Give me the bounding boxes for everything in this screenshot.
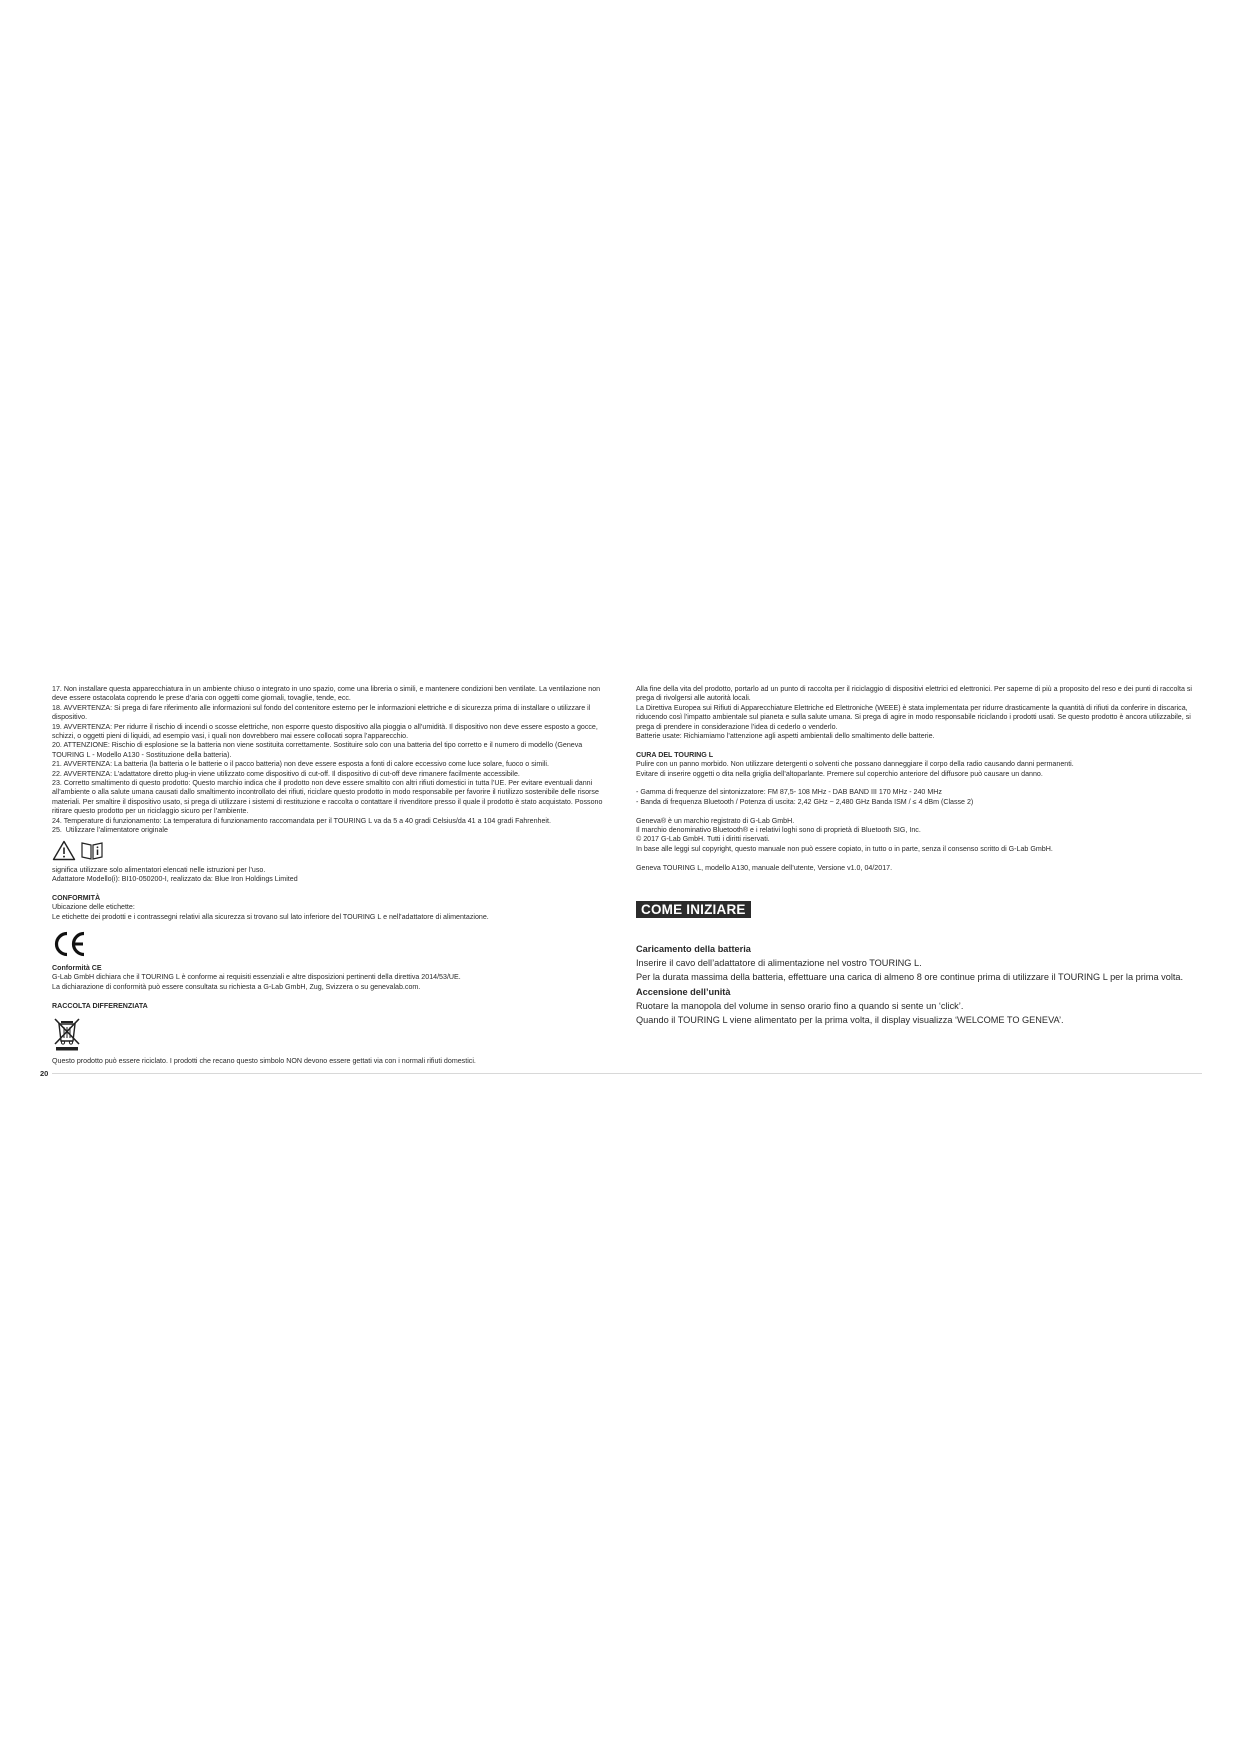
manual-version: Geneva TOURING L, modello A130, manuale dell’utente, Versione v1.0, 04/2017.: [636, 863, 893, 872]
adapter-symbols: [52, 840, 612, 862]
ce-mark-icon: [52, 930, 88, 958]
weee-directive-text: La Direttiva Europea sui Rifiuti di Apparecchiature Elettriche ed Elettroniche (WEEE) è stata implementata per ridurre drasticamente la quantità di rifiuti da conferire in discarica, riducendo così l’impatto ambientale sul pianeta e sulla salute umana. Si prega di agire in modo responsabile riciclando i prodotti usati. Se questo prodotto è ancora utilizzabile, si prega di prendere in considerazione l’idea di cederlo o venderlo.: [636, 703, 1193, 731]
copyright-notice: © 2017 G-Lab GmbH. Tutti i diritti riservati.: [636, 835, 770, 844]
power-title: Accensione dell’unità: [636, 986, 731, 997]
section-title: COME INIZIARE: [636, 901, 751, 918]
read-manual-icon: [80, 840, 104, 861]
raccolta-title: RACCOLTA DIFFERENZIATA: [52, 1001, 148, 1010]
power-step-1: Ruotare la manopola del volume in senso orario fino a quando si sente un ‘click’.: [636, 1000, 964, 1011]
right-column: [636, 685, 1196, 1027]
charging-title: Caricamento della batteria: [636, 944, 751, 955]
safety-item-23: 23. Corretto smaltimento di questo prodotto: Questo marchio indica che il prodotto non deve essere smaltito con altri rifiuti domestici in tutta l’UE. Per evitare eventuali danni all’ambiente o alla salute umana causati dallo smaltimento incontrollato dei rifiuti, riciclare questo prodotto in modo responsabile per favorire il riutilizzo sostenibile delle risorse materiali. Per smaltire il dispositivo usato, si prega di utilizzare i sistemi di restituzione e raccolta o contattare il rivenditore presso il quale il prodotto è stato acquistato. Possono ritirare questo prodotto per un riciclaggio sicuro per l’ambiente.: [52, 779, 605, 816]
getting-started-content: [636, 942, 1196, 1027]
safety-item-22: 22. AVVERTENZA: L’adattatore diretto plug-in viene utilizzato come dispositivo di cut-off. Il dispositivo di cut-off deve rimanere facilmente accessibile.: [52, 769, 520, 778]
copyright-law-text: In base alle leggi sul copyright, questo manuale non può essere copiato, in tutto o in parte, senza il consenso scritto di G-Lab GmbH.: [636, 844, 1053, 853]
cura-cleaning: Pulire con un panno morbido. Non utilizzare detergenti o solventi che possano danneggiare il corpo della radio causando danni permanenti.: [636, 760, 1074, 769]
cura-title: CURA DEL TOURING L: [636, 750, 714, 759]
spec-bluetooth-band: - Banda di frequenza Bluetooth / Potenza di uscita: 2,42 GHz ~ 2,480 GHz Banda ISM / ≤ 4 dBm (Classe 2): [636, 797, 974, 806]
trademark-geneva: Geneva® è un marchio registrato di G-Lab GmbH.: [636, 816, 795, 825]
labels-location-title: Ubicazione delle etichette:: [52, 903, 135, 912]
safety-item-17: 17. Non installare questa apparecchiatura in un ambiente chiuso o integrato in uno spazio, come una libreria o simili, e mantenere condizioni ben ventilate. La ventilazione non deve essere ostacolata coprendo le prese d’aria con oggetti come giornali, tovaglie, tende, ecc.: [52, 685, 603, 703]
footer-divider: [52, 1073, 1202, 1074]
ce-title: Conformità CE: [52, 963, 102, 972]
labels-location-text: Le etichette dei prodotti e i contrassegni relativi alla sicurezza si trovano sul lato inferiore del TOURING L e nell’adattatore di alimentazione.: [52, 912, 489, 921]
left-column: [52, 685, 612, 1066]
warning-triangle-icon: [52, 840, 76, 861]
safety-item-24: 24. Temperature di funzionamento: La temperatura di funzionamento raccomandata per il TOURING L va da 5 a 40 gradi Celsius/da 41 a 104 gradi Fahrenheit.: [52, 816, 551, 825]
weee-mark: [52, 1017, 612, 1051]
trademark-bluetooth: Il marchio denominativo Bluetooth® e i relativi loghi sono di proprietà di Bluetooth SIG, Inc.: [636, 826, 921, 835]
end-of-life-text: Alla fine della vita del prodotto, portarlo ad un punto di raccolta per il riciclaggio di dispositivi elettrici ed elettronici. Per saperne di più a proposito del reso e dei punti di raccolta si prega di rivolgersi alle autorità locali.: [636, 685, 1194, 703]
ce-declaration-availability: La dichiarazione di conformità può essere consultata su richiesta a G-Lab GmbH, Zug, Svizzera o su genevalab.com.: [52, 982, 421, 991]
safety-item-25: 25. Utilizzare l’alimentatore originale: [52, 826, 168, 835]
ce-declaration: G-Lab GmbH dichiara che il TOURING L è conforme ai requisiti essenziali e altre disposizioni pertinenti della direttiva 2014/53/UE.: [52, 973, 461, 982]
ce-mark: [52, 930, 612, 960]
cura-grille: Evitare di inserire oggetti o dita nella griglia dell’altoparlante. Premere sul coperchio anteriore del diffusore può causare un danno.: [636, 769, 1043, 778]
safety-item-21: 21. AVVERTENZA: La batteria (la batteria o le batterie o il pacco batteria) non deve essere esposta a fonti di calore eccessivo come luce solare, fuoco o simili.: [52, 760, 549, 769]
power-step-2: Quando il TOURING L viene alimentato per la prima volta, il display visualizza ‘WELCOME TO GENEVA’.: [636, 1015, 1064, 1026]
used-batteries-text: Batterie usate: Richiamiamo l’attenzione agli aspetti ambientali dello smaltimento delle batterie.: [636, 732, 935, 741]
raccolta-text: Questo prodotto può essere riciclato. I prodotti che recano questo simbolo NON devono essere gettati via con i normali rifiuti domestici.: [52, 1056, 476, 1065]
page-number: 20: [40, 1069, 49, 1078]
conformita-title: CONFORMITÀ: [52, 893, 101, 902]
charging-step-2: Per la durata massima della batteria, effettuare una carica di almeno 8 ore continue prima di utilizzare il TOURING L per la prima volta.: [636, 972, 1184, 983]
charging-step-1: Inserire il cavo dell’adattatore di alimentazione nel vostro TOURING L.: [636, 958, 922, 969]
safety-item-18: 18. AVVERTENZA: Si prega di fare riferimento alle informazioni sul fondo del contenitore esterno per le informazioni elettriche e di sicurezza prima di installare o utilizzare il dispositivo.: [52, 703, 593, 722]
safety-item-19: 19. AVVERTENZA: Per ridurre il rischio di incendi o scosse elettriche, non esporre questo dispositivo alla pioggia o all’umidità. Il dispositivo non deve essere esposto a gocce, schizzi, o oggetti pieni di liquidi, ad esempio vasi, i quali non dovrebbero mai essere collocati sopra l’apparecchio.: [52, 722, 600, 741]
adapter-text: significa utilizzare solo alimentatori elencati nelle istruzioni per l’uso.: [52, 865, 266, 874]
spec-tuner-range: - Gamma di frequenze del sintonizzatore: FM 87,5- 108 MHz - DAB BAND III 170 MHz - 240 MHz: [636, 788, 942, 797]
crossed-bin-icon: [52, 1017, 82, 1051]
adapter-model: Adattatore Modello(i): BI10-050200-I, realizzato da: Blue Iron Holdings Limited: [52, 874, 298, 883]
safety-item-20: 20. ATTENZIONE: Rischio di esplosione se la batteria non viene sostituita correttamente. Sostituire solo con una batteria del tipo corretto e il numero di modello (Geneva TOURING L - Modello A130 - Sostituzione della batteria).: [52, 741, 585, 759]
